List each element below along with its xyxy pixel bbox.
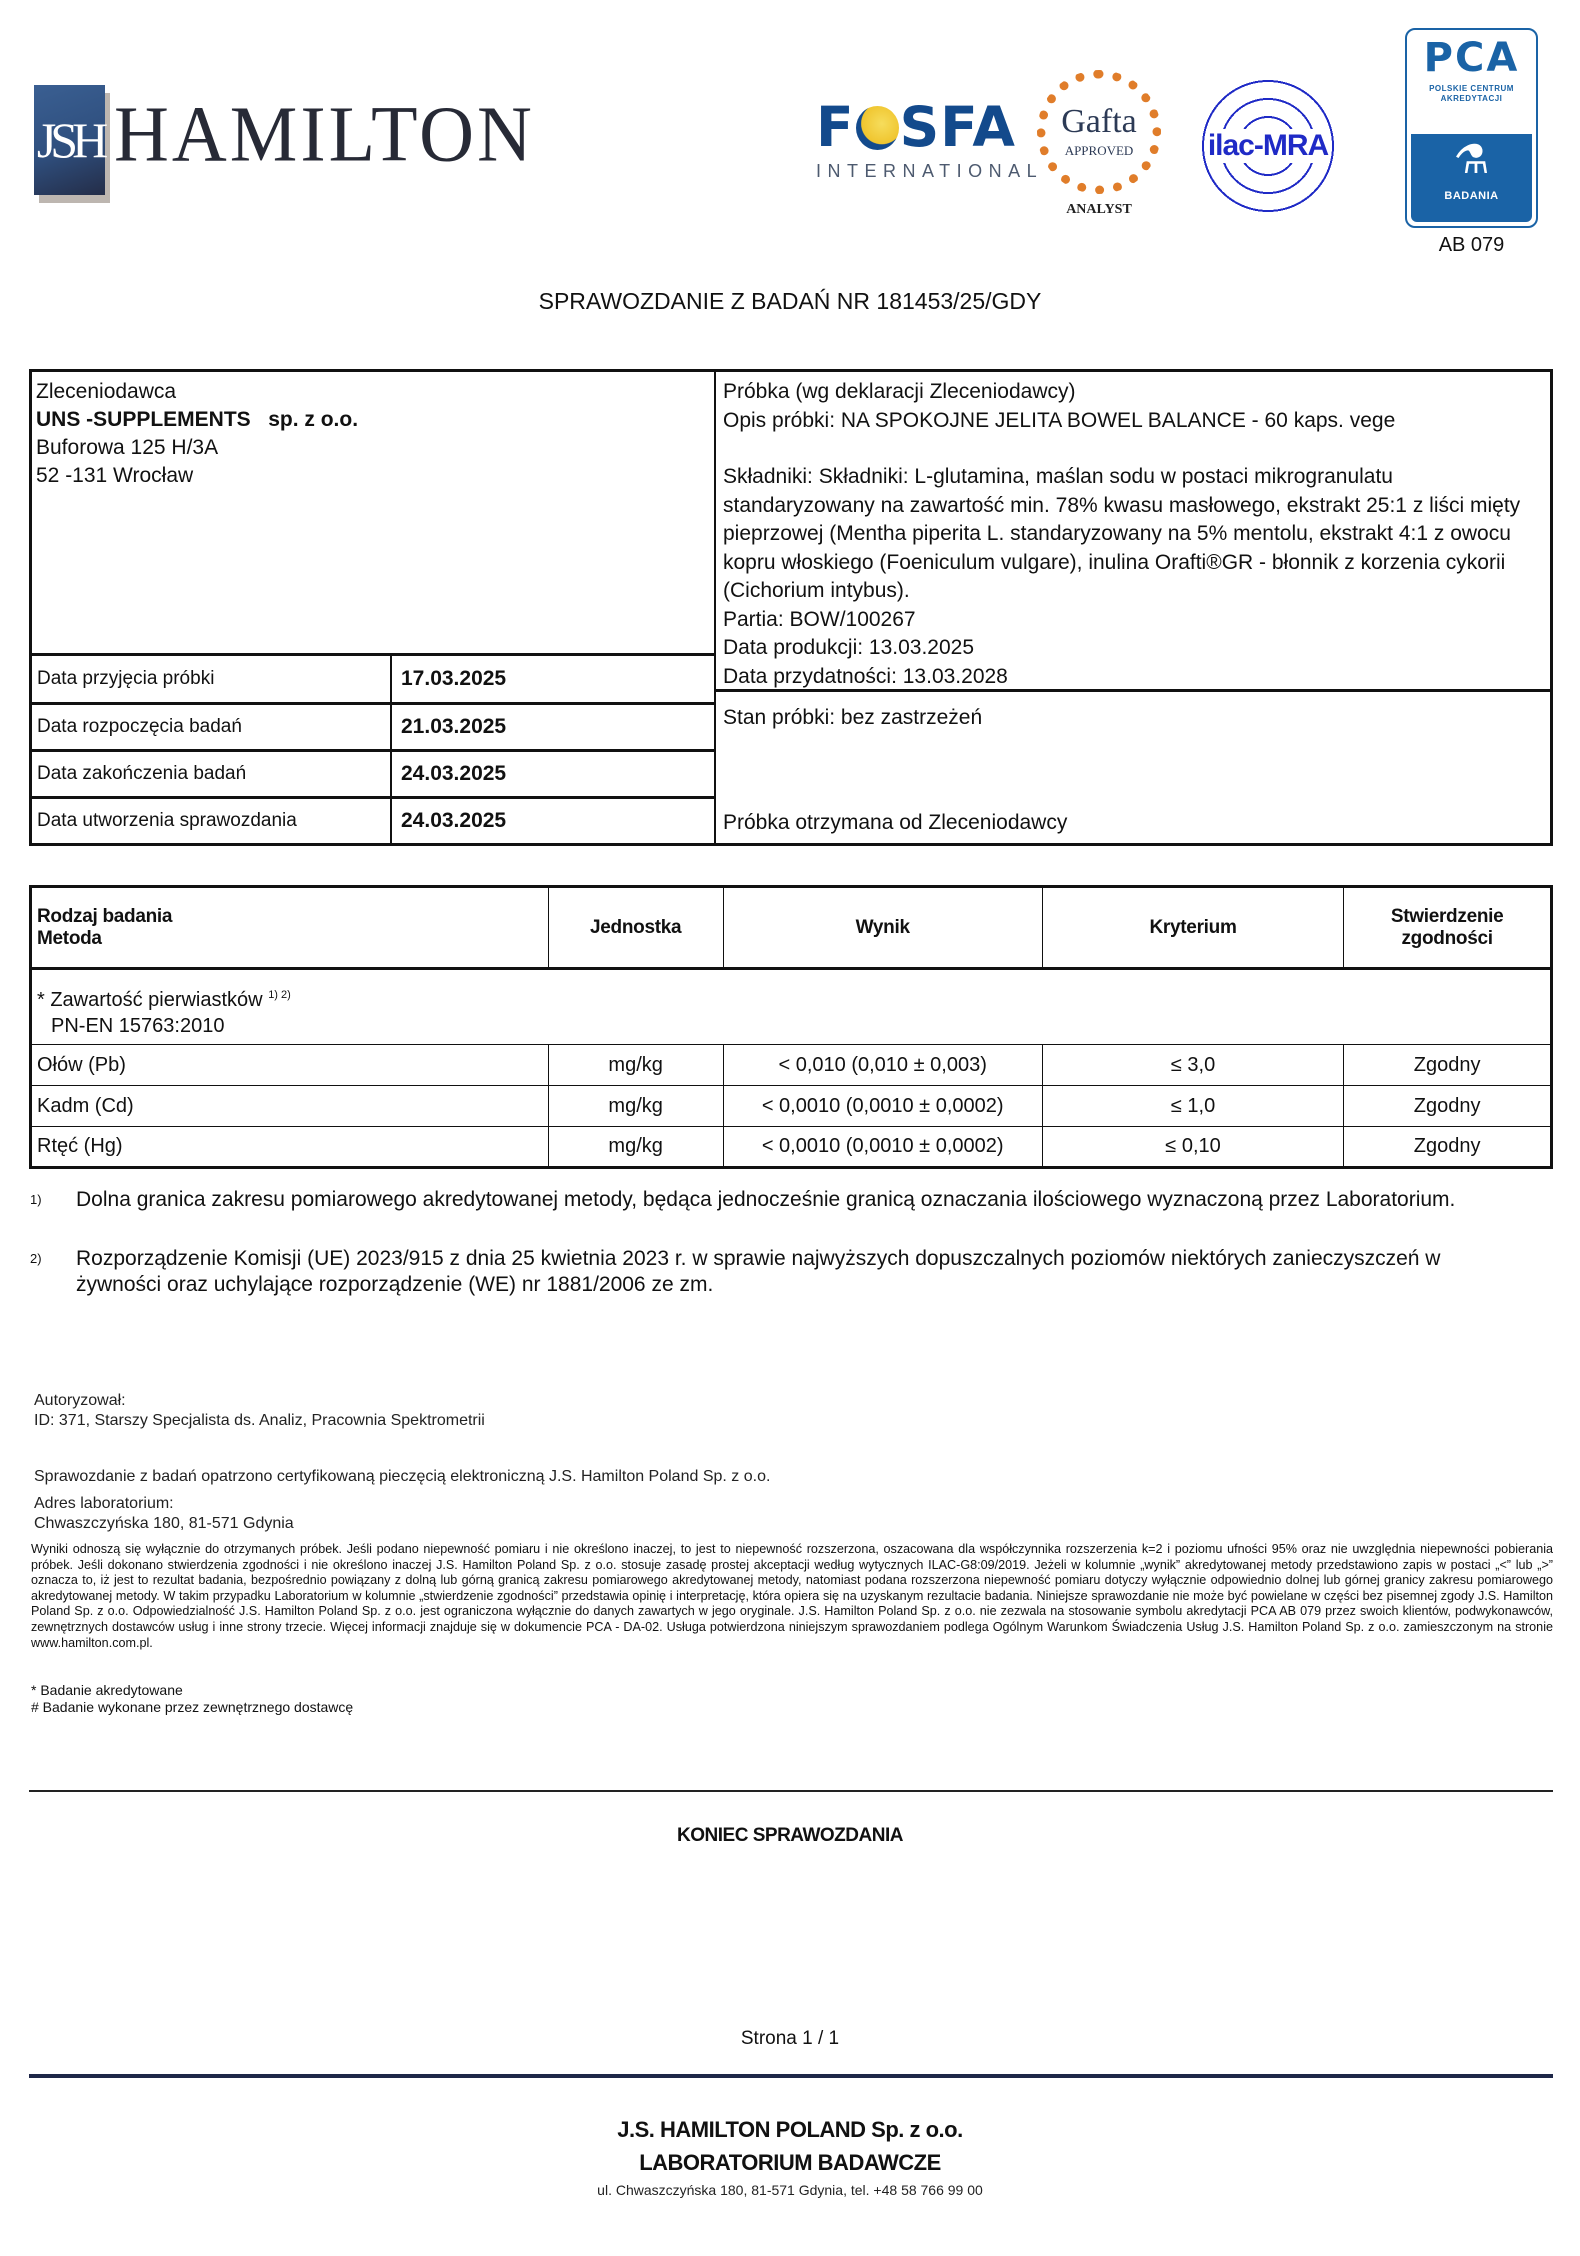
client-name-main: UNS -SUPPLEMENTS — [36, 408, 251, 431]
date-value: 17.03.2025 — [401, 667, 507, 690]
fosfa-subtitle: INTERNATIONAL — [816, 161, 1044, 181]
analyte: Rtęć (Hg) — [31, 1127, 549, 1168]
table-row — [31, 1127, 1552, 1168]
legend-accredited: * Badanie akredytowane — [31, 1682, 183, 1698]
date-value: 21.03.2025 — [401, 715, 507, 738]
fosfa-rest: SFA — [899, 95, 1016, 159]
fosfa-f: F — [816, 95, 855, 159]
page-number: Strona 1 / 1 — [740, 2028, 840, 2049]
group-cell — [31, 969, 1552, 1045]
col-conformity — [1344, 887, 1552, 969]
wheat-wreath-icon — [1037, 70, 1161, 194]
header-conformity-2: zgodności — [1401, 927, 1493, 949]
sample-production-date: Data produkcji: 13.03.2025 — [723, 636, 975, 659]
date-label: Data przyjęcia próbki — [37, 668, 215, 689]
client-name — [36, 406, 358, 434]
footnote-2 — [30, 1246, 1530, 1298]
divider — [29, 1790, 1553, 1792]
results-table — [29, 885, 1553, 1169]
ilac-mra-label: ilac-MRA — [1207, 129, 1329, 162]
conformity: Zgodny — [1344, 1045, 1552, 1086]
lab-address-value: Chwaszczyńska 180, 81-571 Gdynia — [34, 1515, 294, 1532]
sample-state: Stan próbki: bez zastrzeżeń — [723, 706, 983, 729]
table-header-row — [31, 887, 1552, 969]
header-conformity-1: Stwierdzenie — [1390, 905, 1504, 927]
table-row — [31, 1045, 1552, 1086]
flask-icon: ⚗ — [1453, 138, 1490, 182]
date-label: Data rozpoczęcia badań — [37, 716, 242, 737]
client-city: 52 -131 Wrocław — [36, 464, 194, 487]
date-label: Data zakończenia badań — [37, 763, 247, 784]
unit: mg/kg — [548, 1086, 723, 1127]
criterion: ≤ 0,10 — [1042, 1127, 1343, 1168]
conformity: Zgodny — [1344, 1127, 1552, 1168]
fosfa-logo — [816, 95, 1044, 182]
seal-note: Sprawozdanie z badań opatrzono certyfikowaną pieczęcią elektroniczną J.S. Hamilton Poland Sp. z o.o. — [34, 1468, 771, 1485]
hamilton-logo-mark — [34, 85, 105, 195]
header-test-type: Rodzaj badania — [37, 905, 173, 927]
report-title: SPRAWOZDANIE Z BADAŃ NR 181453/25/GDY — [538, 288, 1042, 314]
footer-lab: LABORATORIUM BADAWCZE — [639, 2150, 941, 2175]
col-result: Wynik — [723, 887, 1042, 969]
unit: mg/kg — [548, 1045, 723, 1086]
pca-wordmark: PCA — [1423, 35, 1520, 81]
criterion: ≤ 3,0 — [1042, 1045, 1343, 1086]
date-row-created — [31, 797, 714, 845]
footnote-1 — [30, 1187, 1530, 1213]
client-name-suffix: sp. z o.o. — [268, 408, 359, 431]
date-row-start — [31, 703, 714, 751]
end-of-report: KONIEC SPRAWOZDANIA — [677, 1825, 903, 1846]
result: < 0,0010 (0,0010 ± 0,0002) — [723, 1127, 1042, 1168]
pca-subtitle-2: AKREDYTACJI — [1440, 94, 1503, 104]
client-block — [36, 378, 358, 490]
footnote-text: Rozporządzenie Komisji (UE) 2023/915 z dnia 25 kwietnia 2023 r. w sprawie najwyższych dopuszczalnych poziomów niektórych zanieczyszczeń w żywności oraz uchylające rozporządzenie (WE) nr 1881/2006 ze zm. — [76, 1247, 1441, 1296]
info-divider — [714, 369, 716, 846]
globe-icon — [856, 106, 899, 150]
legend-external: # Badanie wykonane przez zewnętrznego dostawcę — [31, 1699, 354, 1715]
gafta-analyst: ANALYST — [1066, 202, 1132, 217]
fosfa-wordmark — [816, 95, 1016, 159]
pca-subtitle-1: POLSKIE CENTRUM — [1429, 84, 1514, 93]
col-test-type — [31, 887, 549, 969]
date-label: Data utworzenia sprawozdania — [37, 810, 297, 831]
header-method: Metoda — [37, 927, 102, 949]
analyte: Ołów (Pb) — [31, 1045, 549, 1086]
col-criterion: Kryterium — [1042, 887, 1343, 969]
col-unit: Jednostka — [548, 887, 723, 969]
conformity: Zgodny — [1344, 1086, 1552, 1127]
gafta-approved: APPROVED — [1064, 143, 1134, 158]
pca-badge — [1411, 134, 1532, 222]
footnote-mark: 1) — [30, 1192, 42, 1207]
footnote-refs: 1) 2) — [268, 989, 291, 1001]
sample-block — [723, 378, 1548, 691]
jsh-monogram: JSH — [34, 85, 105, 195]
ilac-mra-logo — [1188, 66, 1348, 226]
footnote-mark: 2) — [30, 1251, 42, 1266]
unit: mg/kg — [548, 1127, 723, 1168]
hamilton-wordmark: HAMILTON — [114, 89, 535, 179]
date-value: 24.03.2025 — [401, 809, 507, 832]
sample-expiry-date: Data przydatności: 13.03.2028 — [723, 664, 1008, 688]
sample-batch: Partia: BOW/100267 — [723, 607, 916, 631]
table-row — [31, 1086, 1552, 1127]
criterion: ≤ 1,0 — [1042, 1086, 1343, 1127]
gafta-wordmark: Gafta — [1061, 103, 1137, 140]
gafta-logo — [1034, 70, 1164, 230]
divider — [716, 689, 1553, 692]
footer-address: ul. Chwaszczyńska 180, 81-571 Gdynia, tel. +48 58 766 99 00 — [597, 2182, 983, 2198]
footnote-text: Dolna granica zakresu pomiarowego akredytowanej metody, będąca jednocześnie granicą oznaczania ilościowego wyznaczoną przez Laboratorium. — [76, 1188, 1456, 1211]
sample-header: Próbka (wg deklaracji Zleceniodawcy) — [723, 380, 1076, 403]
accreditation-code: AB 079 — [1438, 234, 1505, 256]
lab-address-block — [34, 1494, 294, 1534]
pca-badania: BADANIA — [1444, 190, 1499, 202]
result: < 0,010 (0,010 ± 0,003) — [723, 1045, 1042, 1086]
sample-ingredients: Składniki: Składniki: L-glutamina, maślan sodu w postaci mikrogranulatu standaryzowany na zawartość min. 78% kwasu masłowego, ekstrakt 25:1 z liści mięty pieprzowej (Mentha piperita L. standaryzowany na 5% mentolu, ekstrakt 4:1 z owocu kopru włoskiego (Foeniculum vulgare), inulina Orafti®GR - błonnik z korzenia cykorii (Cichorium intybus). — [723, 465, 1521, 602]
table-group-row — [31, 969, 1552, 1045]
date-value: 24.03.2025 — [401, 762, 507, 785]
date-row-received — [31, 655, 714, 703]
pca-logo — [1405, 28, 1538, 228]
authorization-label: Autoryzował: — [34, 1392, 126, 1409]
legal-disclaimer: Wyniki odnoszą się wyłącznie do otrzymanych próbek. Jeśli podano niepewność pomiaru i nie określono inaczej, to jest to niepewność rozszerzona, oszacowana dla współczynnika rozszerzenia k=2 i poziomu ufności 95% oraz nie uwzględnia niepewności pobierania próbek. Jeśli dokonano stwierdzenia zgodności i nie określono inaczej J.S. Hamilton Poland Sp. z o.o. stosuje zasadę prostej akceptacji według wytycznych ILAC-G8:09/2019. Jeżeli w kolumnie „wynik” akredytowanej metody przedstawiono zapis w postaci „<” lub „>” oznacza to, iż jest to rezultat badania, bezpośrednio powiązany z dolną lub górną granicą zakresu pomiarowego akredytowanej metody, natomiast podana rozszerzona niepewność pomiaru dotyczy wyłącznie odpowiednio dolnej lub górnej granicy zakresu pomiarowego akredytowanej metody. W takim przypadku Laboratorium w kolumnie „stwierdzenie zgodności” przedstawia opinię i interpretację, która opiera się na uzyskanym rezultacie badania. Niniejsze sprawozdanie nie może być powielane w części bez pisemnej zgody J.S. Hamilton Poland Sp. z o.o. Odpowiedzialność J.S. Hamilton Poland Sp. z o.o. jest ograniczona wyłącznie do danych zawartych w jego oryginale. J.S. Hamilton Poland Sp. z o.o. nie zezwala na stosowanie symbolu akredytacji PCA AB 079 przez swoich klientów, podwykonawców, zewnętrznych dostawców usług i inne strony trzecie. Więcej informacji znajduje się w dokumencie PCA - DA-02. Usługa potwierdzona niniejszym sprawozdaniem podlega Ogólnym Warunkom Świadczenia Usług J.S. Hamilton Poland Sp. z o.o. zamieszczonym na stronie www.hamilton.com.pl. — [31, 1542, 1553, 1650]
analyte: Kadm (Cd) — [31, 1086, 549, 1127]
group-method: PN-EN 15763:2010 — [51, 1015, 225, 1037]
sample-description: Opis próbki: NA SPOKOJNE JELITA BOWEL BALANCE - 60 kaps. vege — [723, 408, 1396, 432]
footer-divider — [29, 2074, 1553, 2078]
client-street: Buforowa 125 H/3A — [36, 436, 219, 459]
legend-block — [31, 1682, 353, 1716]
client-label: Zleceniodawca — [36, 380, 177, 403]
authorization-block — [34, 1391, 485, 1431]
lab-address-label: Adres laboratorium: — [34, 1495, 174, 1512]
group-name: * Zawartość pierwiastków — [37, 989, 263, 1011]
footer-company: J.S. HAMILTON POLAND Sp. z o.o. — [617, 2117, 963, 2142]
authorization-value: ID: 371, Starszy Specjalista ds. Analiz, Pracownia Spektrometrii — [34, 1412, 485, 1429]
sample-received-from: Próbka otrzymana od Zleceniodawcy — [723, 811, 1068, 834]
result: < 0,0010 (0,0010 ± 0,0002) — [723, 1086, 1042, 1127]
date-row-end — [31, 750, 714, 798]
